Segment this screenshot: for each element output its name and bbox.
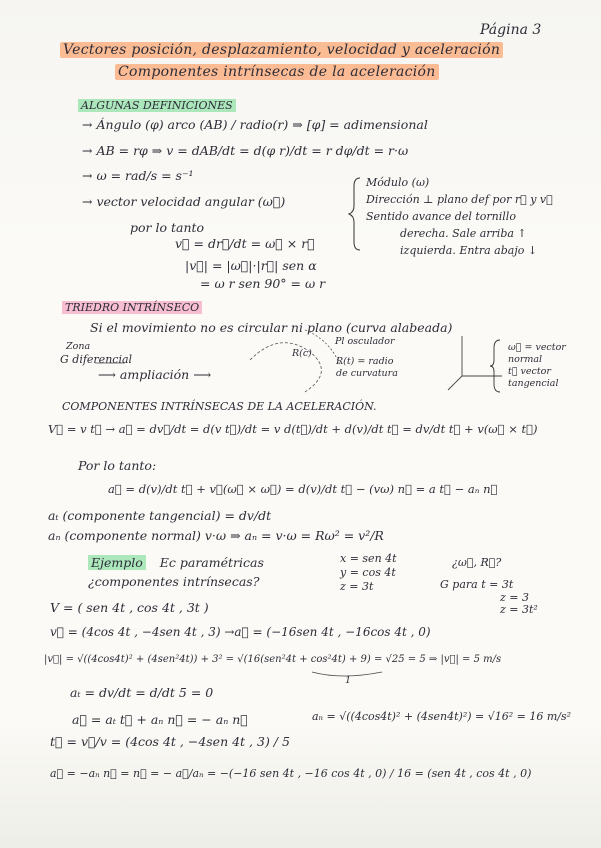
example-line: |v⃗| = √((4cos4t)² + (4sen²4t)) + 3² = √(16(sen²4t + cos²4t) + 9) = √25 = 5 ⇒ |v⃗| = 5 m/s (44, 654, 502, 665)
triedro-heading (62, 301, 202, 314)
rc-label: R(c) (292, 348, 312, 359)
triedro-heading-text: TRIEDRO INTRÍNSECO (62, 301, 202, 314)
title-text-1: Vectores posición, desplazamiento, velocidad y aceleración (60, 42, 503, 58)
brace-item: izquierda. Entra abajo ↓ (400, 244, 538, 257)
an-definition: aₙ (componente normal) v·ω ⇒ aₙ = v·ω = Rω² = v²/R (48, 528, 384, 543)
formula: |v⃗| = |ω⃗|·|r⃗| sen α (185, 258, 317, 273)
triedro-line: Si el movimiento no es circular ni plano (curva alabeada) (90, 320, 453, 335)
title-text-2: Componentes intrínsecas de la aceleración (115, 64, 439, 80)
equation: a⃗ = d(v)/dt t⃗ + v⃗(ω⃗ × ω⃗) = d(v)/dt t⃗ − (vω) n⃗ = a t⃗ − aₙ n⃗ (108, 482, 498, 496)
equation: V⃗ = v t⃗ → a⃗ = dv⃗/dt = d(v t⃗)/dt = v d(t⃗)/dt + d(v)/dt t⃗ = dv/dt t⃗ + v(ω⃗ × t⃗) (48, 422, 538, 436)
example-line: a⃗ = −aₙ n⃗ = n⃗ = − a⃗/aₙ = −(−16 sen 4t , −16 cos 4t , 0) / 16 = (sen 4t , cos 4t , 0) (50, 767, 532, 780)
title-line-2 (115, 64, 439, 80)
vec-label: t⃗ vector (508, 366, 551, 377)
example-line: V = ( sen 4t , cos 4t , 3t ) (50, 600, 209, 615)
osculador-label: Pl osculador (335, 336, 395, 347)
ejemplo-question: ¿componentes intrínsecas? (88, 574, 260, 589)
brace-item: derecha. Sale arriba ↑ (400, 227, 527, 240)
example-line: aₜ = dv/dt = d/dt 5 = 0 (70, 685, 214, 700)
side-question: ¿ω⃗, R⃗? (452, 556, 502, 569)
definition-item: → vector velocidad angular (ω⃗) (82, 194, 286, 209)
definition-item: → ω = rad/s = s⁻¹ (82, 168, 194, 183)
brace-item: Dirección ⊥ plano def por r⃗ y v⃗ (366, 193, 553, 206)
definitions-heading (78, 99, 236, 112)
example-line: aₙ = √((4cos4t)² + (4sen4t)²) = √16² = 16 m/s² (312, 710, 572, 723)
vec-label: tangencial (508, 378, 559, 389)
componentes-heading: COMPONENTES INTRÍNSECAS DE LA ACELERACIÓN. (62, 400, 377, 413)
vec-label: ω⃗ = vector (508, 342, 566, 353)
brace-item: Módulo (ω) (366, 176, 430, 189)
underbrace-one: 1 (345, 675, 352, 686)
at-definition: aₜ (componente tangencial) = dv/dt (48, 508, 272, 523)
title-line-1 (60, 42, 503, 58)
ejemplo-text: Ec paramétricas (159, 555, 264, 570)
ejemplo-label: Ejemplo (88, 555, 146, 570)
side-val: z = 3t² (500, 603, 538, 616)
radio-label: R(t) = radio (336, 356, 394, 367)
definition-item: → AB = rφ ⇒ v = dAB/dt = d(φ r)/dt = r dφ/dt = r·ω (82, 143, 409, 158)
definitions-heading-text: ALGUNAS DEFINICIONES (78, 99, 236, 112)
zona-diferencial: G diferencial (60, 353, 133, 366)
ejemplo-row (88, 555, 264, 571)
param-eq: x = sen 4t (340, 552, 397, 565)
side-para: G para t = 3t (440, 578, 514, 591)
formula: = ω r sen 90° = ω r (200, 276, 326, 291)
por-lo-tanto-label: Por lo tanto: (78, 458, 157, 473)
brace-item: Sentido avance del tornillo (366, 210, 516, 223)
por-lo-tanto-label: por lo tanto (130, 220, 205, 235)
example-line: a⃗ = aₜ t⃗ + aₙ n⃗ = − aₙ n⃗ (72, 712, 248, 727)
formula: v⃗ = dr⃗/dt = ω⃗ × r⃗ (175, 236, 315, 251)
ampliacion-label: ⟶ ampliación ⟶ (98, 367, 212, 382)
zona-label: Zona (66, 341, 91, 352)
definition-item: → Ángulo (φ) arco (AB) / radio(r) ⇒ [φ] = adimensional (82, 117, 428, 132)
param-eq: z = 3t (340, 580, 374, 593)
radio-label: de curvatura (336, 368, 398, 379)
vec-label: normal (508, 354, 543, 365)
param-eq: y = cos 4t (340, 566, 396, 579)
example-line: v⃗ = (4cos 4t , −4sen 4t , 3) →a⃗ = (−16sen 4t , −16cos 4t , 0) (50, 625, 431, 639)
page-number: Página 3 (480, 22, 542, 38)
side-val: z = 3 (500, 591, 530, 604)
example-line: t⃗ = v⃗/v = (4cos 4t , −4sen 4t , 3) / 5 (50, 734, 290, 749)
